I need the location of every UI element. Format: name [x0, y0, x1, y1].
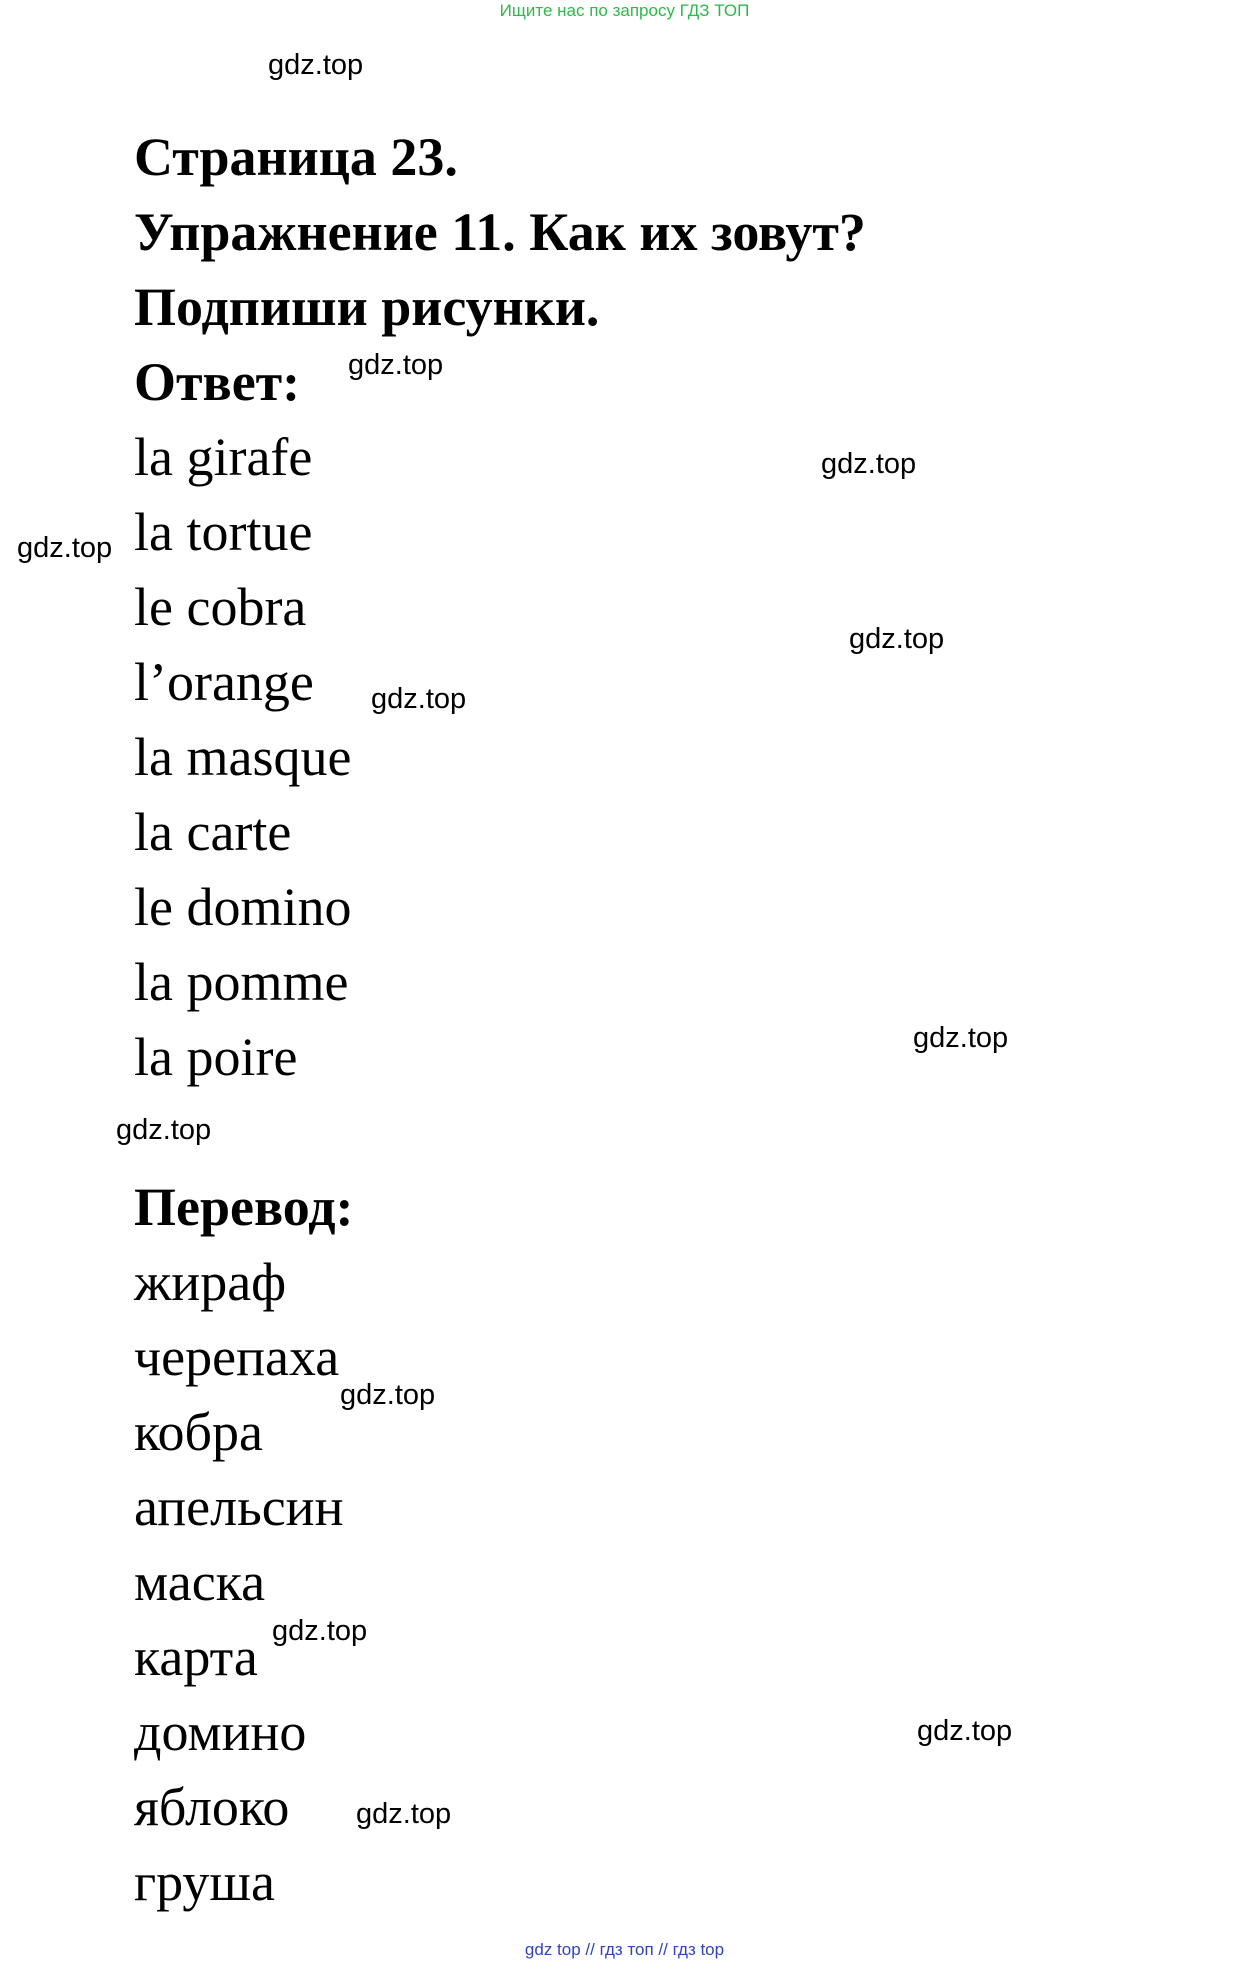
answer-item: la tortue: [134, 502, 313, 562]
top-banner: Ищите нас по запросу ГДЗ ТОП: [499, 1, 750, 20]
translation-item: кобра: [134, 1402, 263, 1462]
watermark: gdz.top: [821, 448, 917, 480]
answer-label: Ответ:: [134, 352, 301, 412]
translation-item: черепаха: [134, 1327, 340, 1387]
translation-item: яблоко: [134, 1777, 290, 1837]
watermark: gdz.top: [348, 349, 444, 381]
document-body: [134, 120, 1134, 1920]
translation-item: груша: [134, 1852, 275, 1912]
watermark: gdz.top: [116, 1114, 212, 1146]
watermark: gdz.top: [17, 532, 113, 564]
answer-item: le cobra: [134, 577, 307, 637]
translation-list: [134, 1245, 1134, 1920]
answer-item: l’orange: [134, 652, 314, 712]
answer-item: la pomme: [134, 952, 349, 1012]
answer-item: le domino: [134, 877, 352, 937]
watermark: gdz.top: [371, 683, 467, 715]
instruction: Подпиши рисунки.: [134, 277, 600, 337]
watermark: gdz.top: [917, 1715, 1013, 1747]
answer-item: la girafe: [134, 427, 313, 487]
watermark: gdz.top: [913, 1022, 1009, 1054]
translation-item: домино: [134, 1702, 307, 1762]
watermark: gdz.top: [849, 623, 945, 655]
answer-item: la masque: [134, 727, 352, 787]
translation-label: Перевод:: [134, 1177, 354, 1237]
answer-item: la carte: [134, 802, 292, 862]
translation-item: жираф: [134, 1252, 287, 1312]
page-title: Страница 23.: [134, 127, 458, 187]
section-spacer: [134, 1095, 1134, 1170]
answer-list: [134, 420, 1134, 1095]
watermark: gdz.top: [356, 1798, 452, 1830]
watermark: gdz.top: [268, 49, 364, 81]
translation-item: апельсин: [134, 1477, 344, 1537]
footer-links: gdz top // гдз топ // гдз top: [524, 1940, 725, 1959]
translation-item: карта: [134, 1627, 258, 1687]
exercise-title: Упражнение 11. Как их зовут?: [134, 202, 866, 262]
watermark: gdz.top: [340, 1379, 436, 1411]
watermark: gdz.top: [272, 1615, 368, 1647]
translation-item: маска: [134, 1552, 266, 1612]
answer-item: la poire: [134, 1027, 298, 1087]
